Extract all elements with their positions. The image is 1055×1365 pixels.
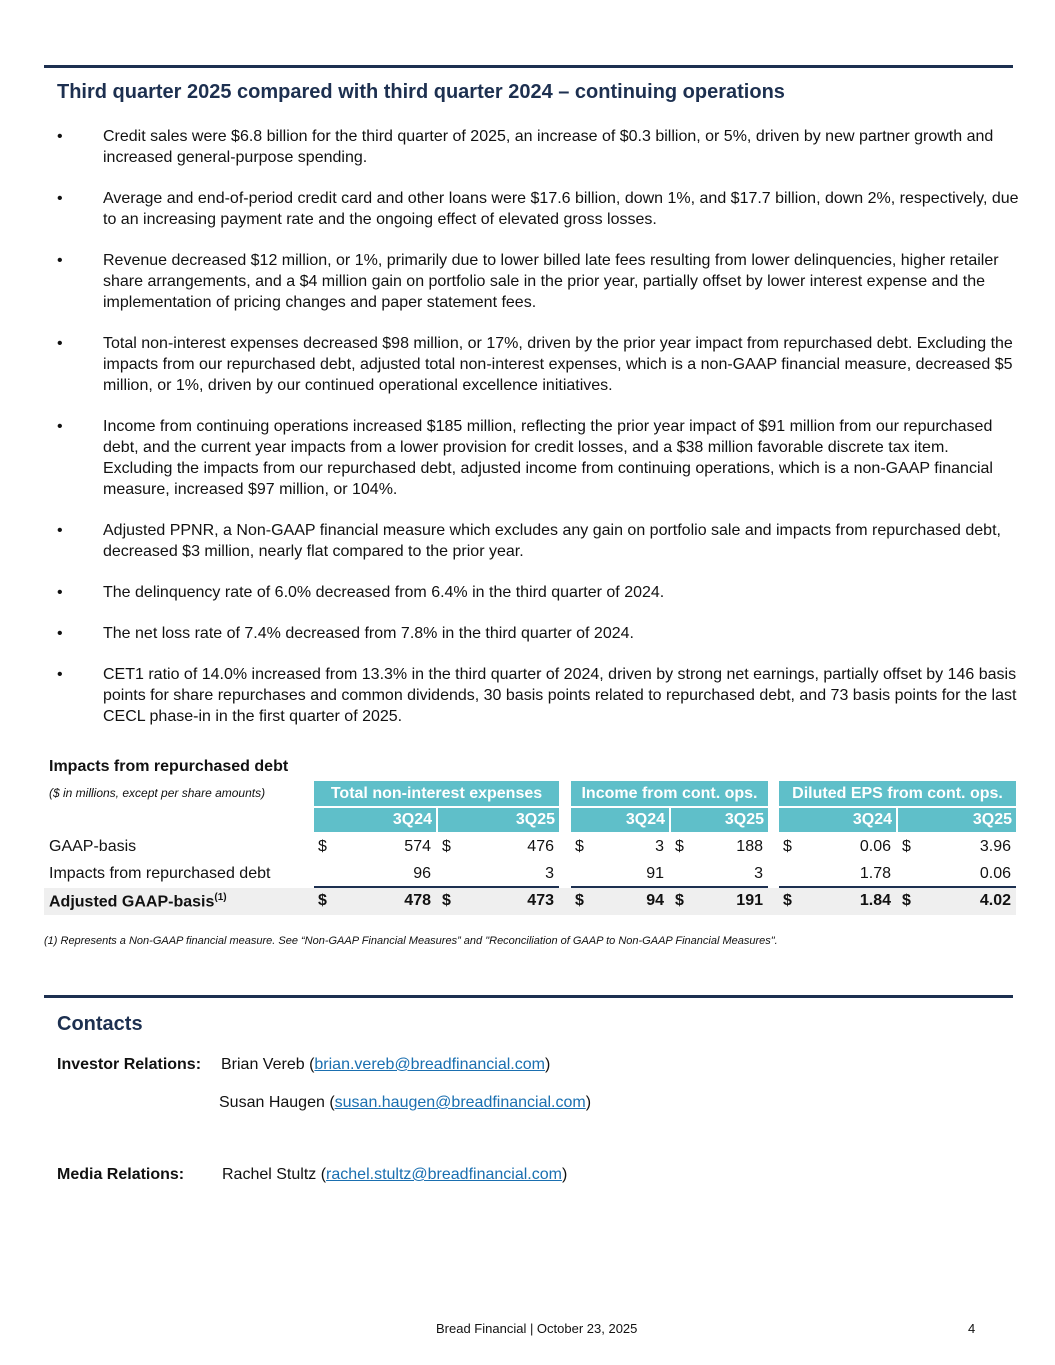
currency-symbol: $ — [442, 892, 451, 909]
paren: ) — [585, 1094, 592, 1111]
paren: ( — [320, 1166, 327, 1183]
section-title: Third quarter 2025 compared with third quarter 2024 – continuing operations — [57, 81, 785, 103]
bullet-icon: • — [57, 584, 63, 601]
footnote-marker: (1) — [214, 892, 227, 903]
media-contact — [222, 1166, 567, 1184]
bullet-icon: • — [57, 625, 63, 642]
bullet-icon: • — [57, 190, 63, 207]
list-item — [57, 126, 1019, 168]
footer-text: Bread Financial | October 23, 2025 — [436, 1321, 638, 1336]
row-label-text: Adjusted GAAP-basis — [49, 893, 215, 911]
bullet-text: CET1 ratio of 14.0% increased from 13.3% in the third quarter of 2024, driven by strong net earnings, partially offset by 146 basis points for share repurchases and common dividends, 30 basis points related to repurchased debt, and 73 basis points for the last CECL phase-in in the first quarter of 2025. — [103, 666, 1017, 725]
investor-contact — [221, 1056, 550, 1074]
column-group-header: Diluted EPS from cont. ops. — [779, 781, 1016, 806]
highlights-list — [57, 126, 1019, 747]
paren: ) — [561, 1166, 568, 1183]
period-header: 3Q25 — [671, 808, 768, 832]
list-item — [57, 582, 1019, 603]
list-item — [57, 664, 1019, 727]
total-rule — [779, 886, 1016, 888]
bullet-text: Average and end-of-period credit card and other loans were $17.6 billion, down 1%, and $17.7 billion, down 2%, respectively, due to an increasing payment rate and the ongoing effect of elevated gross losses. — [103, 190, 1019, 228]
table-cell: 0.06 — [979, 865, 1011, 882]
list-item — [57, 250, 1019, 313]
total-rule — [314, 886, 559, 888]
column-group-header: Total non-interest expenses — [314, 781, 559, 806]
currency-symbol: $ — [783, 892, 792, 909]
contacts-title: Contacts — [57, 1013, 143, 1035]
row-label: GAAP-basis — [49, 838, 137, 855]
currency-symbol: $ — [783, 838, 792, 855]
email-link[interactable]: susan.haugen@breadfinancial.com — [334, 1094, 586, 1111]
table-cell: 574 — [404, 838, 431, 855]
contact-name: Susan Haugen — [219, 1094, 325, 1111]
list-item — [57, 623, 1019, 644]
section-divider — [44, 995, 1013, 998]
currency-symbol: $ — [902, 838, 911, 855]
table-footnote: (1) Represents a Non-GAAP financial measure. See “Non-GAAP Financial Measures” and "Reconciliation of GAAP to Non-GAAP Financial Measures". — [44, 935, 778, 947]
row-label: Impacts from repurchased debt — [49, 865, 271, 882]
bullet-text: Adjusted PPNR, a Non-GAAP financial measure which excludes any gain on portfolio sale and impacts from repurchased debt, decreased $3 million, nearly flat compared to the prior year. — [103, 522, 1001, 560]
section-divider — [44, 65, 1013, 68]
bullet-text: Credit sales were $6.8 billion for the third quarter of 2025, an increase of $0.3 billion, or 5%, driven by new partner growth and increased general-purpose spending. — [103, 128, 994, 166]
paren: ) — [544, 1056, 551, 1073]
bullet-text: The delinquency rate of 6.0% decreased from 6.4% in the third quarter of 2024. — [103, 584, 665, 601]
media-relations-label: Media Relations: — [57, 1166, 185, 1183]
currency-symbol: $ — [318, 838, 327, 855]
table-cell: 94 — [646, 892, 664, 909]
bullet-icon: • — [57, 252, 63, 269]
table-cell: 1.78 — [859, 865, 891, 882]
paren: ( — [329, 1094, 335, 1111]
table-cell: 473 — [527, 892, 554, 909]
table-cell: 4.02 — [979, 892, 1011, 909]
table-cell: 191 — [736, 892, 763, 909]
currency-symbol: $ — [902, 892, 911, 909]
contact-name: Brian Vereb — [221, 1056, 305, 1073]
bullet-text: Total non-interest expenses decreased $98 million, or 17%, driven by the prior year impact from repurchased debt. Excluding the impacts from our repurchased debt, adjusted total non-interest expenses, which is a non-GAAP financial measure, decreased $5 million, or 1%, driven by our continued operational excellence initiatives. — [103, 335, 1013, 394]
page-number: 4 — [968, 1321, 976, 1336]
currency-symbol: $ — [575, 892, 584, 909]
table-cell: 476 — [527, 838, 554, 855]
table-cell: 1.84 — [859, 892, 891, 909]
period-header: 3Q25 — [898, 808, 1016, 832]
currency-symbol: $ — [442, 838, 451, 855]
table-cell: 0.06 — [859, 838, 891, 855]
currency-symbol: $ — [675, 892, 684, 909]
contact-name: Rachel Stultz — [222, 1166, 317, 1183]
table-cell: 478 — [404, 892, 431, 909]
bullet-text: Income from continuing operations increased $185 million, reflecting the prior year impact of $91 million from our repurchased debt, and the current year impacts from a lower provision for credit losses, and a $38 million favorable discrete tax item. Excluding the impacts from our repurchased debt, adjusted income from continuing operations, which is a non-GAAP financial measure, increased $97 million, or 104%. — [103, 418, 993, 498]
table-title: Impacts from repurchased debt — [49, 758, 289, 775]
table-cell: 188 — [736, 838, 763, 855]
list-item — [57, 416, 1019, 500]
bullet-icon: • — [57, 128, 63, 145]
table-units-note: ($ in millions, except per share amounts) — [49, 786, 266, 800]
email-link[interactable]: rachel.stultz@breadfinancial.com — [326, 1166, 562, 1183]
total-rule — [571, 886, 768, 888]
table-cell: 3 — [545, 865, 554, 882]
column-group-header: Income from cont. ops. — [571, 781, 768, 806]
currency-symbol: $ — [575, 838, 584, 855]
table-cell: 3 — [754, 865, 763, 882]
bullet-icon: • — [57, 418, 63, 435]
table-cell: 91 — [646, 865, 664, 882]
period-header: 3Q24 — [314, 808, 436, 832]
bullet-icon: • — [57, 522, 63, 539]
table-cell: 3 — [655, 838, 664, 855]
bullet-text: Revenue decreased $12 million, or 1%, primarily due to lower billed late fees resulting from lower delinquencies, higher retailer share arrangements, and a $4 million gain on portfolio sale in the prior year, partially offset by lower interest expense and the implementation of pricing changes and paper statement fees. — [103, 252, 999, 311]
currency-symbol: $ — [675, 838, 684, 855]
currency-symbol: $ — [318, 892, 327, 909]
period-header: 3Q25 — [438, 808, 559, 832]
bullet-text: The net loss rate of 7.4% decreased from 7.8% in the third quarter of 2024. — [103, 625, 634, 642]
investor-contact — [219, 1094, 591, 1112]
bullet-icon: • — [57, 666, 63, 683]
table-cell: 96 — [413, 865, 431, 882]
bullet-icon: • — [57, 335, 63, 352]
investor-relations-label: Investor Relations: — [57, 1056, 202, 1073]
list-item — [57, 520, 1019, 562]
list-item — [57, 333, 1019, 396]
paren: ( — [309, 1056, 315, 1073]
email-link[interactable]: brian.vereb@breadfinancial.com — [314, 1056, 545, 1073]
table-cell: 3.96 — [979, 838, 1011, 855]
period-header: 3Q24 — [779, 808, 896, 832]
row-label — [49, 892, 227, 911]
list-item — [57, 188, 1019, 230]
period-header: 3Q24 — [571, 808, 669, 832]
